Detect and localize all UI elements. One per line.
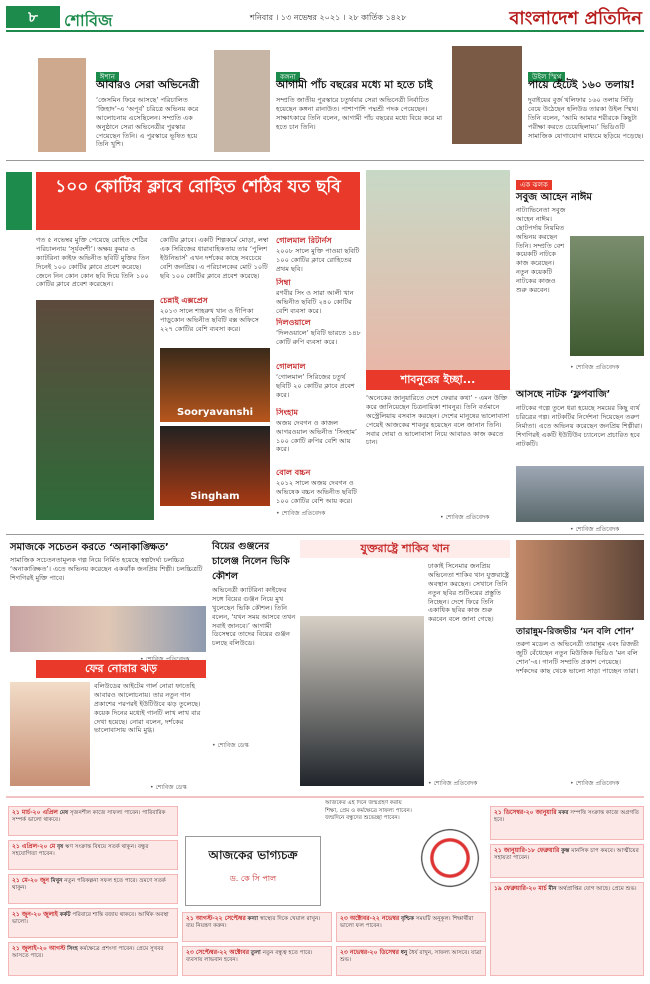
nora-body: বলিউডের আইটেম গার্ল নোরা ফাতেহি আবারও আলোচনায়। তার নতুন গান প্রকাশের পরপরই ইউটিউবে ঝড় তুলেছে। কয়েক দিনের মধ্যেই গানটি লাখ লাখ বার দেখা হয়েছে। নোরা বলেন, দর্শকের ভালোবাসায় আমি মুগ্ধ। [94, 682, 201, 735]
sign-box: ২১ আগস্ট-২২ সেপ্টেম্বর কন্যা স্বাস্থ্যের দিকে খেয়াল রাখুন। ব্যয় নিয়ন্ত্রণ করুন। [182, 912, 332, 942]
story1-body: ‘জেসমিন ফিরে আসছে’ পরিচালিত ‘জিহাদ’-এ ‘অপূর্ব’ চরিত্রে অভিনয় করে আলোচনায় এসেছিলেন। সম্প্রতি এক অনুষ্ঠানে সেরা অভিনেত্রীর পুরস্কার পেয়েছেন তিনি। এ পুরস্কারে ভূষিত হয়ে তিনি খুশি। [96, 96, 199, 149]
flopbaji-title: আসছে নাটক ‘ফ্লপবাজি’ [516, 389, 611, 400]
society-title: সমাজকে সচেতন করতে ‘অনাকাঙ্ক্ষিত’ [10, 542, 169, 553]
kangana-photo [214, 50, 270, 152]
society-photo [10, 606, 206, 652]
flopbaji-byline: • শোবিজ প্রতিবেদক [570, 526, 620, 533]
rohit-byline: • শোবিজ প্রতিবেদক [276, 510, 326, 517]
sign-box: ২১ ডিসেম্বর-২০ জানুয়ারি মকর সম্পত্তি সংক্রান্ত কাজে অগ্রগতি হবে। [490, 806, 644, 840]
society-body: সামাজিক সচেতনতামূলক গল্প নিয়ে নির্মিত হয়েছে স্বল্পদৈর্ঘ্য চলচ্চিত্র ‘অনাকাঙ্ক্ষিত’। এতে অভিনয় করেছেন একঝাঁক জনপ্রিয় শিল্পী। চলচ্চিত্রটি শিগগিরই মুক্তি পাবে। [10, 556, 203, 582]
sabuj-tag: এক ঝলক [516, 172, 552, 191]
zodiac-wheel-icon [410, 818, 490, 898]
sign-box: ১৯ ফেব্রুয়ারি-২০ মার্চ মীন অর্থপ্রাপ্তির যোগ আছে। প্রেমে শুভ। [490, 882, 644, 976]
nora-headline: ফের নোরার ঝড় [36, 660, 206, 678]
singham-poster: Singham [160, 426, 270, 506]
tarannum-title: তারান্নুম-রিজভীর ‘মন বলি শোন’ [516, 627, 635, 637]
header-rule [6, 30, 644, 32]
story3-title: পায়ে হেঁটেই ১৬০ তলায়! [528, 79, 635, 91]
horoscope-title-box [185, 836, 321, 906]
will-smith-photo [452, 46, 522, 144]
flopbaji-body: নাটকের গল্পে তুলে ধরা হয়েছে সময়ের কিছু ব্যর্থ চরিত্রের গল্প। নাটকটির নির্দেশনা দিয়েছেন তরুণ নির্মাতা। এতে অভিনয় করেছেন জনপ্রিয় শিল্পীরা। শিগগিরই একটি ইউটিউব চ্যানেলে প্রচারিত হবে নাটকটি। [516, 404, 643, 448]
tarannum-photo [516, 540, 644, 620]
sooryavanshi-poster: Sooryavanshi [160, 348, 270, 422]
story3-tag: উইল স্মিথ [528, 64, 565, 83]
horoscope-title: আজকের ভাগ্যচক্র [208, 848, 298, 862]
shakib-photo [300, 616, 424, 786]
sign-box: ২৩ সেপ্টেম্বর-২২ অক্টোবর তুলা নতুন বন্ধুত্ব হতে পারে। ব্যবসায় লাভবান হবেন। [182, 946, 332, 976]
dateline: শনিবার । ১৩ নভেম্বর ২০২১ । ২৮ কার্তিক ১৪২৮ [250, 13, 407, 22]
story1-title: আবারও সেরা অভিনেত্রী [96, 79, 200, 91]
sabuj-title: সবুজ আহেন নাঈম [516, 192, 592, 203]
sabuj-byline: • শোবিজ প্রতিবেদক [570, 364, 620, 371]
rohit-headline: ১০০ কোটির ক্লাবে রোহিত শেঠির যত ছবি [36, 172, 360, 230]
nora-photo [10, 682, 90, 786]
sign-box: ২১ জানুয়ারি-১৮ ফেব্রুয়ারি কুম্ভ মানসিক চাপ কমবে। আত্মীয়ের সহায়তা পাবেন। [490, 844, 644, 878]
story1-tag: ঈশান [96, 64, 119, 83]
shabnur-headline: শাবনুরের ইচ্ছা... [366, 370, 510, 390]
shakib-headline: যুক্তরাষ্ট্রে শাকিব খান [300, 540, 510, 558]
vicky-title: বিয়ের গুঞ্জনের চালেঞ্জ নিলেন ভিকি কৌশল [212, 541, 290, 582]
page-number: ৮ [6, 6, 60, 28]
divider [6, 534, 644, 535]
divider [6, 160, 644, 161]
story3-body: দুবাইয়ের বুর্জ খলিফার ১৬০ তলায় সিঁড়ি বেয়ে উঠেছেন হলিউড তারকা উইল স্মিথ। তিনি বলেন, ‘আমি আমার শরীরকে কিছুটা পরীক্ষা করতে চেয়েছিলাম।’ ভিডিওটি সামাজিক যোগাযোগ মাধ্যমে ছড়িয়ে পড়েছে। [528, 96, 644, 140]
shabnur-photo [366, 170, 510, 370]
rohit-intro: গত ৫ নভেম্বর মুক্তি পেয়েছে রোহিত শেঠির পরিচালনায় ‘সূর্যবংশী’। অক্ষয় কুমার ও ক্যাটরিনা কাইফ অভিনীত ছবিটি মুক্তির তিন দিনেই ১০০ কোটির ক্লাবে প্রবেশ করেছে। জেনে নিন কোন কোন ছবি দিয়ে তিনি ১০০ কোটির ক্লাবে প্রবেশ করেছেন। [36, 236, 150, 289]
sign-box: ২১ এপ্রিল-২০ মে বৃষ ঋণ সংক্রান্ত বিষয়ে সতর্ক থাকুন। বন্ধুর সহযোগিতা পাবেন। [8, 840, 178, 870]
rohit-item: সিম্বা রণবীর সিং ও সারা আলী খান অভিনীত ছবিটি ২৪০ কোটির বেশি ব্যবসা করে। [276, 278, 354, 315]
story2-tag: কঙ্গনা [276, 64, 300, 83]
story2-body: সম্প্রতি জাতীয় পুরস্কারে চতুর্থবার সেরা অভিনেত্রী নির্বাচিত হয়েছেন কঙ্গনা রানাউত। পাশাপাশি পদ্মশ্রী পদক পেয়েছেন। সাক্ষাৎকারে তিনি বলেন, আগামী পাঁচ বছরের মধ্যে বিয়ে করে মা হতে চান তিনি। [276, 96, 443, 131]
shakib-byline: • শোবিজ প্রতিবেদক [428, 780, 478, 787]
rohit-item: দিলওয়ালে ‘দিলওয়ালে’ ছবিটি ভারতে ১৪৮ কোটি রুপি ব্যবসা করে। [276, 318, 361, 346]
vicky-body: অভিনেত্রী ক্যাটরিনা কাইফের সঙ্গে বিয়ের গুঞ্জন নিয়ে মুখ খুলেছেন ভিকি কৌশল। তিনি বলেন, ‘যখন সময় আসবে তখন সবাই জানবে।’ আগামী ডিসেম্বরে তাদের বিয়ের গুঞ্জন চলছে বলিউডে। [212, 586, 296, 648]
tarannum-body: তরুণ মডেল ও অভিনেত্রী তারান্নুম এবং রিজভী জুটি বেঁধেছেন নতুন মিউজিক ভিডিও ‘মন বলি শোন’-এ। গানটি সম্প্রতি প্রকাশ পেয়েছে। দর্শকদের কাছ থেকে ভালো সাড়া পাচ্ছেন তারা। [516, 640, 639, 675]
sign-box: ২১ মে-২০ জুন মিথুন নতুন পরিকল্পনা সফল হতে পারে। ভ্রমণে সতর্ক থাকুন। [8, 874, 178, 904]
rohit-photo [36, 300, 154, 520]
rohit-item: গোলমাল ‘গোলমাল’ সিরিজের চতুর্থ ছবিটি ২০ কোটির ক্লাবে প্রবেশ করে। [276, 362, 355, 399]
sign-box: ২৩ অক্টোবর-২২ নভেম্বর বৃশ্চিক সময়টি অনুকূল। শিক্ষার্থীরা ভালো ফল পাবেন। [336, 912, 486, 942]
sign-box: ২১ মার্চ-২০ এপ্রিল মেষ সৃজনশীল কাজে সাফল্য পাবেন। পারিবারিক সম্পর্ক ভালো থাকবে। [8, 806, 178, 836]
sabuj-photo [570, 236, 644, 356]
nora-byline: • শোবিজ ডেস্ক [150, 784, 187, 791]
rohit-item: গোলমাল রিটার্নস ২০০৮ সালে মুক্তি পাওয়া ছবিটি ১০০ কোটির ক্লাবে রোহিতের প্রথম ছবি। [276, 236, 360, 273]
shabnur-body: ‘অনেকের জানুয়ারিতে দেশে ফেরার কথা’ - এমন উক্তি করে জানিয়েছেন চিত্রনায়িকা শাবনুর। তিনি বর্তমানে অস্ট্রেলিয়ায় বসবাস করছেন। দেশের মানুষের ভালোবাসা পেয়েই আজকের শাবনুর হয়েছেন বলে জানান তিনি। সবার দোয়া ও ভালোবাসা নিয়ে আবারও কাজ করতে চান। [366, 394, 510, 447]
horoscope-intro: আজকের এই দিনে জন্মগ্রহণ করায় শিক্ষা, প্রেম ও কর্মক্ষেত্রে সাফল্য পাবেন। জন্মদিনে বন্ধুদের শুভেচ্ছা পাবেন। [325, 800, 412, 820]
actress-photo [38, 58, 86, 152]
story2-title: আগামী পাঁচ বছরের মধ্যে মা হতে চাই [276, 79, 433, 91]
shabnur-byline: • শোবিজ প্রতিবেদক [440, 514, 490, 521]
rohit-item: চেন্নাই এক্সপ্রেস ২০১৩ সালে শাহরুখ খান ও দীপিকা পাড়ুকোন অভিনীত ছবিটি বক্স অফিসে ২২৭ কোটির বেশি ব্যবসা করে। [160, 296, 259, 333]
tarannum-byline: • শোবিজ প্রতিবেদক [570, 780, 620, 787]
sign-box: ২১ জুন-২০ জুলাই কর্কট পরিবারে শান্তি বজায় থাকবে। আর্থিক অবস্থা ভালো। [8, 908, 178, 938]
rohit-intro2: কোটির ক্লাবে। একটি শিল্পকর্মে মোড়া, লম্বা এক সিরিজের ধারাবাহিকতায় তার ‘পুলিশ ইউনিভার্স’ এখন দর্শকের কাছে সবচেয়ে বেশি জনপ্রিয়। এ পরিচালকের মোট ১০টি ছবি ১০০ কোটির ক্লাবে প্রবেশ করেছে। [160, 236, 269, 280]
rohit-item: সিংহাম অজয় দেবগন ও কাজল আগরওয়াল অভিনীত ‘সিংহাম’ ১০০ কোটি রুপির বেশি আয় করে। [276, 408, 357, 454]
sabuj-body: নাট্যাভিনেতা সবুজ আহেন নাঈম। ছোটপর্দায় নিয়মিত অভিনয় করছেন তিনি। সম্প্রতি বেশ কয়েকটি নাটকে কাজ করেছেন। নতুন কয়েকটি নাটকের কাজও শুরু করবেন। [516, 206, 566, 295]
rohit-item: বোল বচ্চন ২০১২ সালে অজয় দেবগন ও অভিষেক বচ্চন অভিনীত ছবিটি ১০০ কোটির বেশি আয় করে। [276, 468, 357, 505]
section-title: শোবিজ [64, 11, 113, 30]
sign-box: ২৩ নভেম্বর-২০ ডিসেম্বর ধনু ধৈর্য রাখুন, সাফল্য আসবে। যাত্রা শুভ। [336, 946, 486, 976]
shakib-body: ঢাকাই সিনেমার জনপ্রিয় অভিনেতা শাকিব খান যুক্তরাষ্ট্রে অবস্থান করছেন। সেখানে তিনি নতুন ছবির শুটিংয়ের প্রস্তুতি নিচ্ছেন। দেশে ফিরে তিনি একাধিক ছবির কাজ শুরু করবেন বলে জানা গেছে। [428, 562, 509, 624]
horoscope-author: ড. কে সি পাল [229, 874, 277, 883]
newspaper-logo: বাংলাদেশ প্রতিদিন [509, 8, 642, 29]
flopbaji-photo [516, 466, 644, 522]
title-accent [6, 172, 32, 230]
sign-box: ২১ জুলাই-২০ আগস্ট সিংহ কর্মক্ষেত্রে প্রশংসা পাবেন। প্রেমে সুখবর আসতে পারে। [8, 942, 178, 976]
vicky-byline: • শোবিজ ডেস্ক [212, 742, 249, 749]
